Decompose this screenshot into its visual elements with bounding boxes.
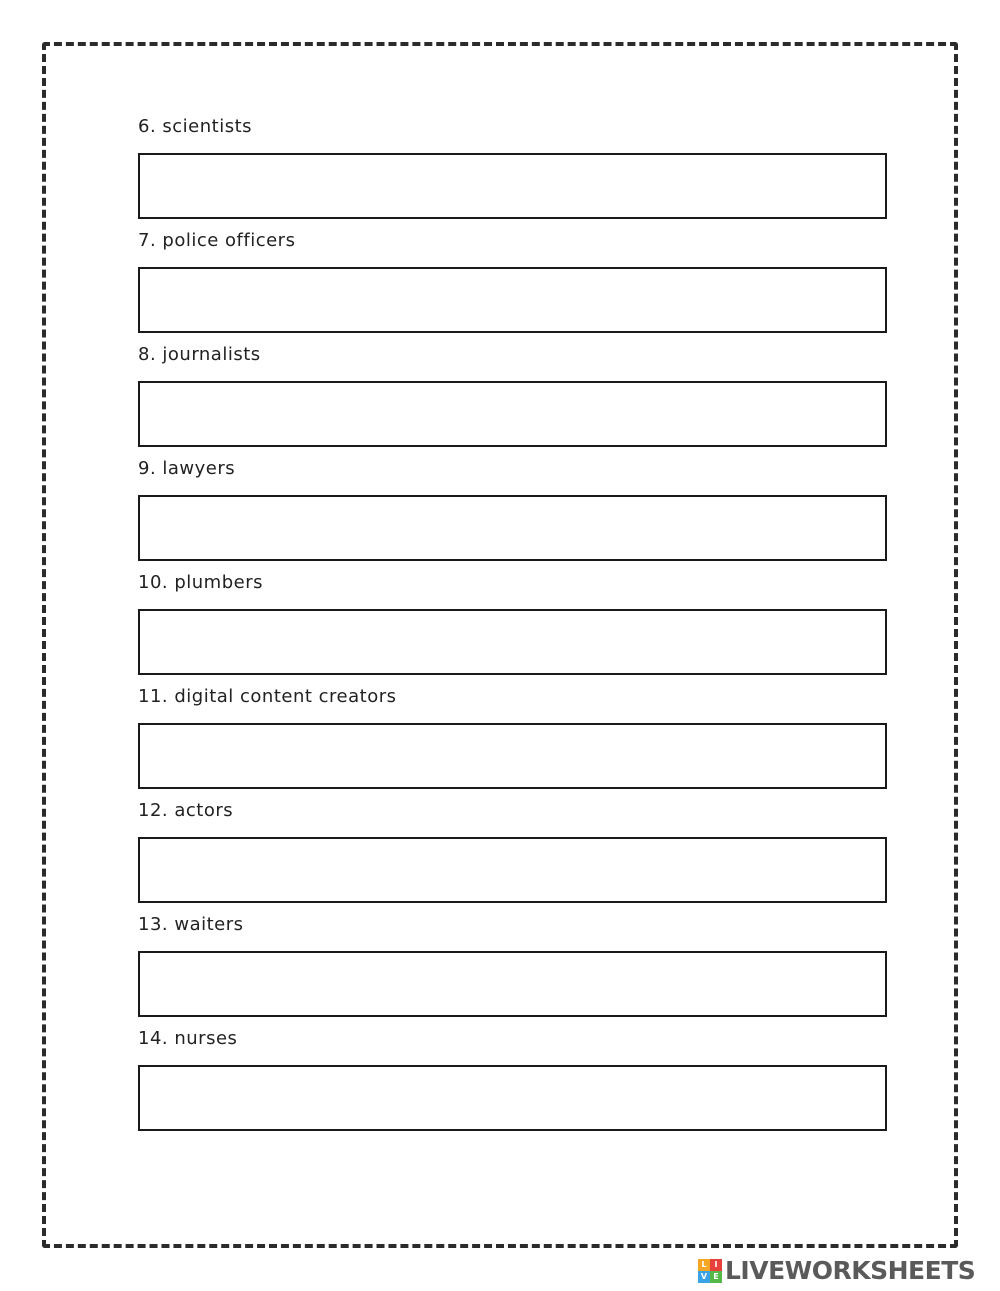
- logo-tile-l: L: [698, 1259, 710, 1271]
- question-label: 6. scientists: [138, 116, 253, 137]
- answer-input-8[interactable]: [138, 381, 887, 447]
- logo-tile-v: V: [698, 1271, 710, 1283]
- answer-input-11[interactable]: [138, 723, 887, 789]
- answer-input-13[interactable]: [138, 951, 887, 1017]
- question-label: 12. actors: [138, 800, 234, 821]
- question-9: [138, 454, 887, 568]
- answer-input-10[interactable]: [138, 609, 887, 675]
- liveworksheets-logo: [698, 1258, 975, 1284]
- question-11: [138, 682, 887, 796]
- answer-input-6[interactable]: [138, 153, 887, 219]
- answer-input-12[interactable]: [138, 837, 887, 903]
- question-12: [138, 796, 887, 910]
- question-label: 11. digital content creators: [138, 686, 397, 707]
- liveworksheets-logo-icon: [698, 1259, 722, 1283]
- question-14: [138, 1024, 887, 1138]
- liveworksheets-wordmark: LIVEWORKSHEETS: [725, 1256, 976, 1285]
- answer-input-7[interactable]: [138, 267, 887, 333]
- question-8: [138, 340, 887, 454]
- question-label: 10. plumbers: [138, 572, 263, 593]
- logo-tile-e: E: [710, 1271, 722, 1283]
- question-10: [138, 568, 887, 682]
- question-label: 9. lawyers: [138, 458, 236, 479]
- answer-input-14[interactable]: [138, 1065, 887, 1131]
- question-13: [138, 910, 887, 1024]
- question-list: [138, 112, 887, 1138]
- question-label: 13. waiters: [138, 914, 244, 935]
- question-6: [138, 112, 887, 226]
- question-label: 7. police officers: [138, 230, 296, 251]
- logo-tile-i: I: [710, 1259, 722, 1271]
- question-label: 8. journalists: [138, 344, 261, 365]
- question-7: [138, 226, 887, 340]
- question-label: 14. nurses: [138, 1028, 238, 1049]
- answer-input-9[interactable]: [138, 495, 887, 561]
